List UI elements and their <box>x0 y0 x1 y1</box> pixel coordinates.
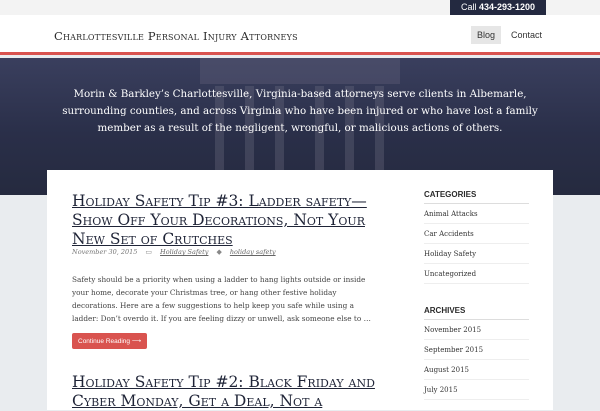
nav-contact[interactable]: Contact <box>510 30 542 40</box>
category-link[interactable]: Car Accidents <box>424 224 529 244</box>
archive-link[interactable]: September 2015 <box>424 340 529 360</box>
archive-link[interactable]: July 2015 <box>424 380 529 400</box>
top-bar <box>0 0 600 15</box>
phone-number[interactable]: 434-293-1200 <box>478 2 536 12</box>
post-date: November 30, 2015 <box>72 248 138 256</box>
content-card <box>47 170 553 410</box>
archives-heading: ARCHIVES <box>424 306 529 320</box>
post-title[interactable]: Holiday Safety Tip #3: Ladder safety— Show Off Your Decorations, Not Your New Set of Crutches <box>72 192 367 248</box>
archive-link[interactable]: August 2015 <box>424 360 529 380</box>
continue-reading-button[interactable]: Continue Reading ⟶ <box>72 333 147 349</box>
post-excerpt: Safety should be a priority when using a ladder to hang lights outside or inside your home, decorate your Christmas tree, or hang other festive holiday decorations. Here are a few suggestions to help keep you safe while using a ladder: Don’t overdo it. If you are feeling dizzy or unwell, ask someone else to … <box>72 275 371 323</box>
nav-blog[interactable]: Blog <box>471 26 501 44</box>
folder-icon: ▭ <box>145 248 153 256</box>
post-tag-link[interactable]: holiday safety <box>229 248 276 256</box>
post-category-link[interactable]: Holiday Safety <box>160 248 209 256</box>
site-header <box>0 15 600 55</box>
hero-text: Morin & Barkley’s Charlottesville, Virginia-based attorneys serve clients in Albemarle, surrounding counties, and across Virginia who have been injured or who have lost a family member as a result of the negligent, wrongful, or malicious actions of others. <box>62 88 538 134</box>
category-link[interactable]: Uncategorized <box>424 264 529 284</box>
main-nav <box>471 26 548 44</box>
category-link[interactable]: Animal Attacks <box>424 204 529 224</box>
post-meta <box>72 248 276 256</box>
post-title[interactable]: Holiday Safety Tip #2: Black Friday and Cyber Monday, Get a Deal, Not a <box>72 373 375 410</box>
tag-icon: ◆ <box>216 248 222 256</box>
sidebar <box>424 190 529 400</box>
site-title[interactable]: Charlottesville Personal Injury Attorneys <box>54 29 298 43</box>
categories-heading: CATEGORIES <box>424 190 529 204</box>
call-button[interactable] <box>450 0 546 15</box>
hero-building-pediment <box>200 58 400 84</box>
call-label: Call <box>460 2 477 12</box>
archive-link[interactable]: November 2015 <box>424 320 529 340</box>
category-link[interactable]: Holiday Safety <box>424 244 529 264</box>
